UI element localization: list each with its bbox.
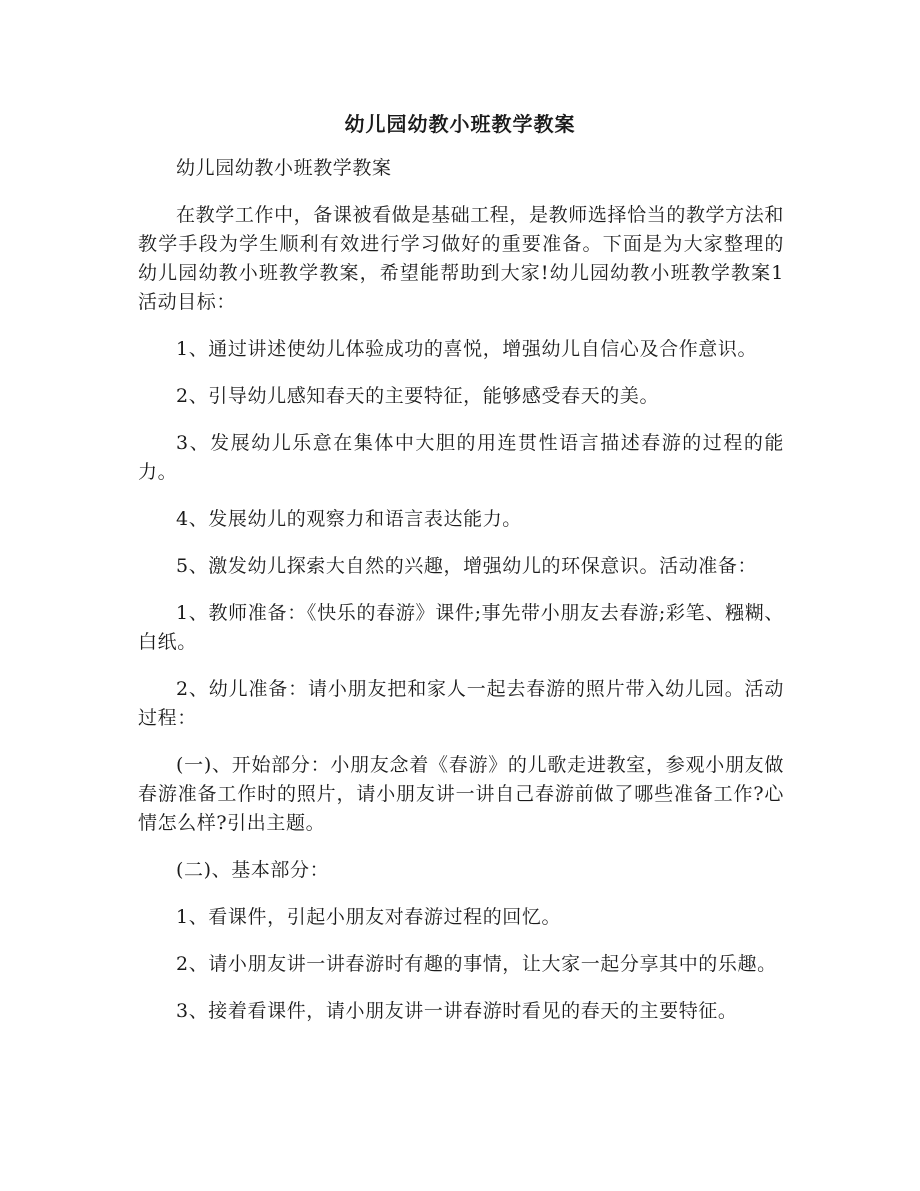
paragraph-goal-4: 4、发展幼儿的观察力和语言表达能力。 bbox=[176, 508, 522, 530]
paragraph-intro: 在教学工作中，备课被看做是基础工程，是教师选择恰当的教学方法和教学手段为学生顺利有效进行学习做好的重要准备。下面是为大家整理的幼儿园幼教小班教学教案，希望能帮助到大家!幼儿园幼教小班教学教案1活动目标： bbox=[138, 204, 784, 313]
document-title: 幼儿园幼教小班教学教案 bbox=[344, 112, 576, 136]
paragraph-part-one: (一)、开始部分：小朋友念着《春游》的儿歌走进教室，参观小朋友做春游准备工作时的照片，请小朋友讲一讲自己春游前做了哪些准备工作?心情怎么样?引出主题。 bbox=[138, 754, 784, 834]
document-body bbox=[138, 154, 784, 1044]
paragraph-goal-5: 5、激发幼儿探索大自然的兴趣，增强幼儿的环保意识。活动准备： bbox=[176, 555, 758, 577]
paragraph-step-3: 3、接着看课件，请小朋友讲一讲春游时看见的春天的主要特征。 bbox=[176, 1000, 738, 1022]
paragraph-subtitle: 幼儿园幼教小班教学教案 bbox=[176, 157, 392, 179]
paragraph-goal-3: 3、发展幼儿乐意在集体中大胆的用连贯性语言描述春游的过程的能力。 bbox=[138, 432, 784, 483]
paragraph-prep-teacher: 1、教师准备：《快乐的春游》课件;事先带小朋友去春游;彩笔、糨糊、白纸。 bbox=[138, 602, 784, 653]
paragraph-goal-1: 1、通过讲述使幼儿体验成功的喜悦，增强幼儿自信心及合作意识。 bbox=[176, 338, 758, 360]
paragraph-step-1: 1、看课件，引起小朋友对春游过程的回忆。 bbox=[176, 906, 562, 928]
paragraph-prep-children: 2、幼儿准备：请小朋友把和家人一起去春游的照片带入幼儿园。活动过程： bbox=[138, 678, 784, 729]
paragraph-goal-2: 2、引导幼儿感知春天的主要特征，能够感受春天的美。 bbox=[176, 385, 660, 407]
paragraph-part-two-heading: (二)、基本部分： bbox=[176, 859, 330, 881]
paragraph-step-2: 2、请小朋友讲一讲春游时有趣的事情，让大家一起分享其中的乐趣。 bbox=[176, 953, 777, 975]
